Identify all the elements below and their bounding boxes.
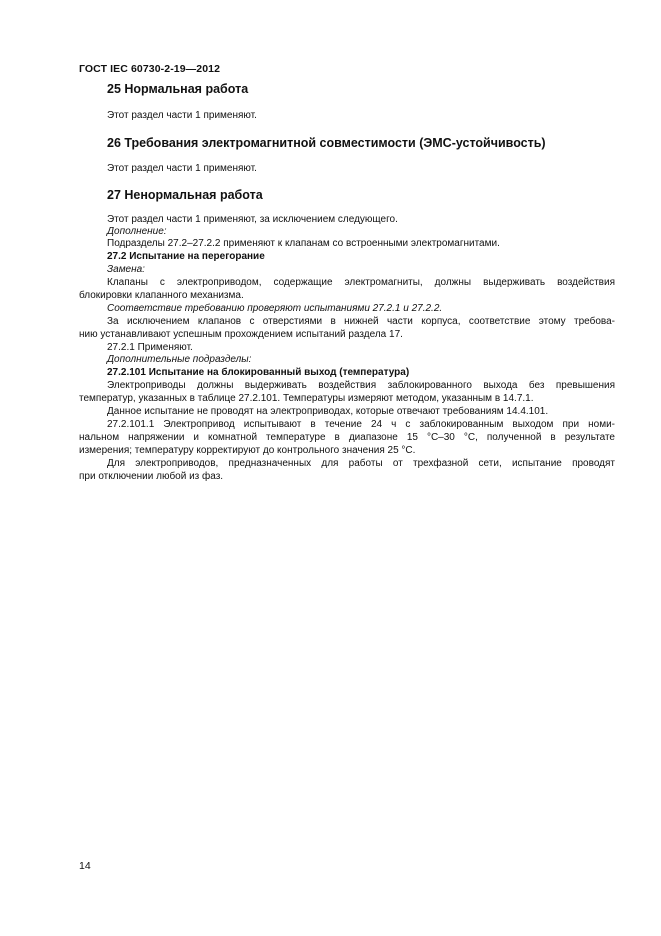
page-number: 14 [79,860,91,872]
paragraph-line: измерения; температуру корректируют до контрольного значения 25 °С. [79,445,416,456]
paragraph-line: Клапаны с электроприводом, содержащие электромагниты, должны выдерживать воздействия [107,277,615,288]
section-25-text: Этот раздел части 1 применяют. [107,110,257,121]
paragraph-line: 27.2.101.1 Электропривод испытывают в течение 24 ч с заблокированным выходом при номи- [107,419,615,430]
subsection-27-2-101-title: 27.2.101 Испытание на блокированный выход (температура) [107,367,410,378]
paragraph-line: нальном напряжении и комнатной температуре в диапазоне 15 °С–30 °С, полученной в результате [79,432,615,443]
paragraph-line: За исключением клапанов с отверстиями в нижней части корпуса, соответствие этому требова- [107,316,615,327]
paragraph-line: Замена: [107,264,145,275]
paragraph-line: температур, указанных в таблице 27.2.101. Температуры измеряют методом, указанным в 14.7.1. [79,393,534,404]
paragraph-line: Электроприводы должны выдерживать воздействия заблокированного выхода без превышения [107,380,615,391]
section-26-title: 26 Требования электромагнитной совместимости (ЭМС-устойчивость) [107,136,546,150]
paragraph-line: Этот раздел части 1 применяют, за исключением следующего. [107,214,398,225]
section-25-title: 25 Нормальная работа [107,82,249,96]
section-26-text: Этот раздел части 1 применяют. [107,163,257,174]
paragraph-line: Дополнение: [107,226,167,237]
paragraph-line: Соответствие требованию проверяют испытаниями 27.2.1 и 27.2.2. [107,303,443,314]
paragraph-line: Дополнительные подразделы: [107,354,252,365]
paragraph-line: нию устанавливают успешным прохождением испытаний раздела 17. [79,329,403,340]
paragraph-line: при отключении любой из фаз. [79,471,224,482]
paragraph-line: Данное испытание не проводят на электроприводах, которые отвечают требованиям 14.4.101. [107,406,549,417]
paragraph-line: Подразделы 27.2–27.2.2 применяют к клапанам со встроенными электромагнитами. [107,238,500,249]
section-27-title: 27 Ненормальная работа [107,188,263,202]
paragraph-line: Для электроприводов, предназначенных для работы от трехфазной сети, испытание проводят [107,458,615,469]
subsection-27-2-title: 27.2 Испытание на перегорание [107,251,265,262]
document-header: ГОСТ IEC 60730-2-19—2012 [79,63,221,75]
paragraph-line: 27.2.1 Применяют. [107,342,193,353]
paragraph-line: блокировки клапанного механизма. [79,290,244,301]
